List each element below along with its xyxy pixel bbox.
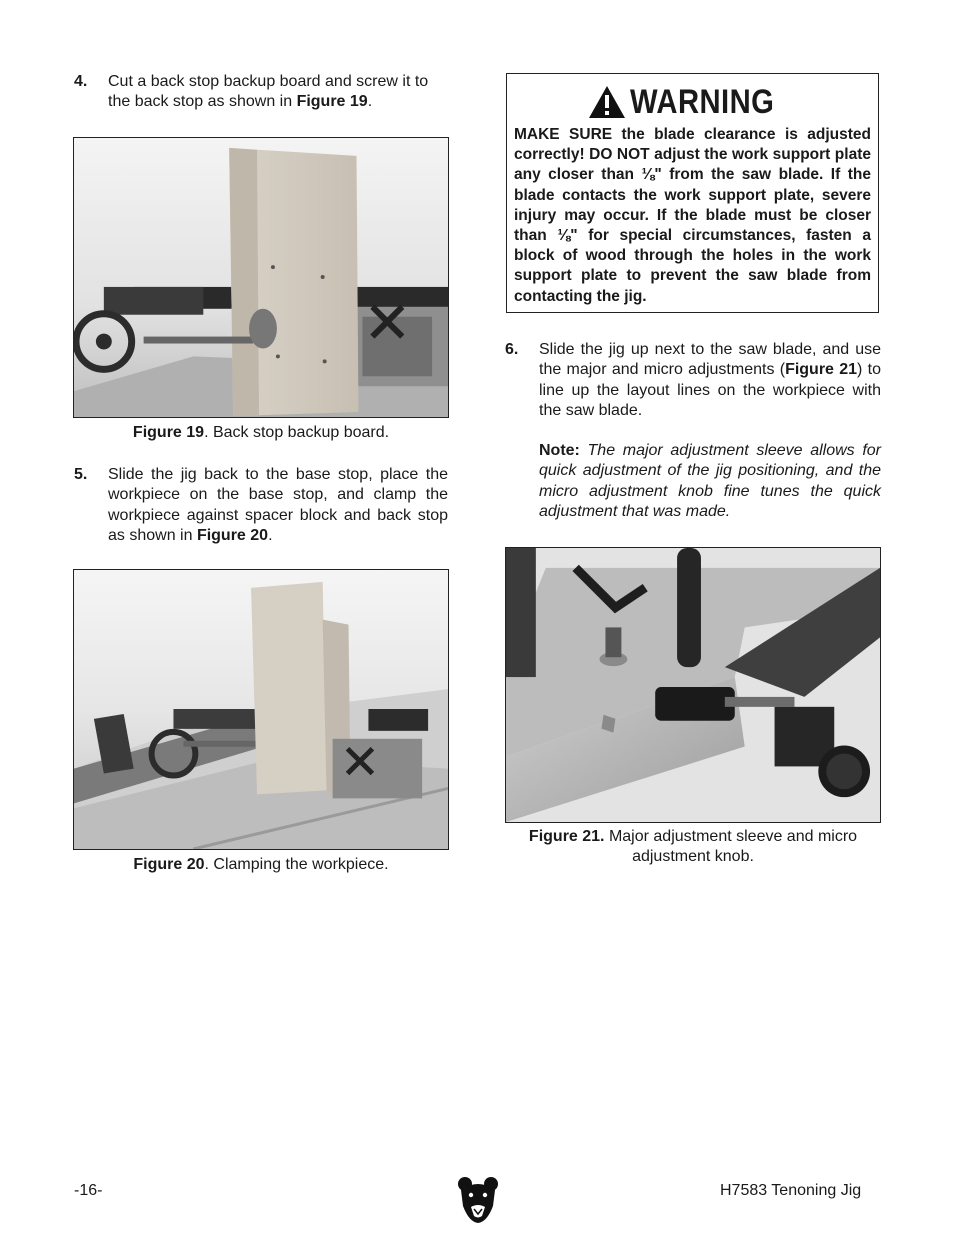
step-5 [74,465,448,546]
figure-20-caption: Figure 20. Clamping the workpiece. [133,856,389,873]
note [539,441,881,522]
note-label: Note: [539,442,580,459]
caption-label: Figure 21. [528,828,605,845]
step-number: 6. [505,341,519,358]
step-text: Slide the jig up next to the saw blade, and use the major and micro adjustments (Figure 21) to line up the layout lines on the workpiece with the saw blade. [539,341,882,419]
note-text: The major adjustment sleeve allows for quick adjustment of the jig positioning, and the micro adjustment knob fine tunes the quick adjustment that was made. [539,442,881,520]
figure-19-photo [73,137,449,418]
caption-label: Figure 20 [133,856,205,873]
step-4 [74,72,448,113]
bear-head-logo-icon [457,1176,499,1224]
step-text: Slide the jig back to the base stop, place the workpiece on the base stop, and clamp the workpiece against spacer block and back stop as shown in Figure 20. [108,466,448,544]
page-number: -16- [74,1182,103,1199]
caption-label: Figure 19 [132,424,205,441]
document-title: H7583 Tenoning Jig [720,1182,862,1199]
figure-19-caption: Figure 19. Back stop backup board. [132,424,390,441]
figure-21-caption: Figure 21. Major adjustment sleeve and micro adjustment knob. [528,828,858,865]
warning-header [514,83,871,121]
step-6 [505,340,881,421]
step-number: 5. [74,466,88,483]
figure-21-photo [505,547,881,823]
warning-triangle-icon [588,85,626,119]
figure-reference: Figure 20 [196,526,269,544]
figure-reference: Figure 19 [296,93,368,111]
warning-box [506,73,879,313]
figure-20-photo [73,569,449,850]
figure-reference: Figure 21 [785,361,858,379]
warning-text: MAKE SURE the blade clearance is adjusted correctly! DO NOT adjust the work support plate any closer than ⅛" from the saw blade. If the blade contacts the work support plate, severe injury may occur. If the blade must be closer than ⅛" for special circumstances, fasten a block of wood through the holes in the work support plate to prevent the saw blade from contacting the jig. [514,126,871,305]
step-text: Cut a back stop backup board and screw it to the back stop as shown in Figure 19. [108,73,429,111]
warning-title: WARNING [629,83,774,121]
step-number: 4. [74,73,88,90]
